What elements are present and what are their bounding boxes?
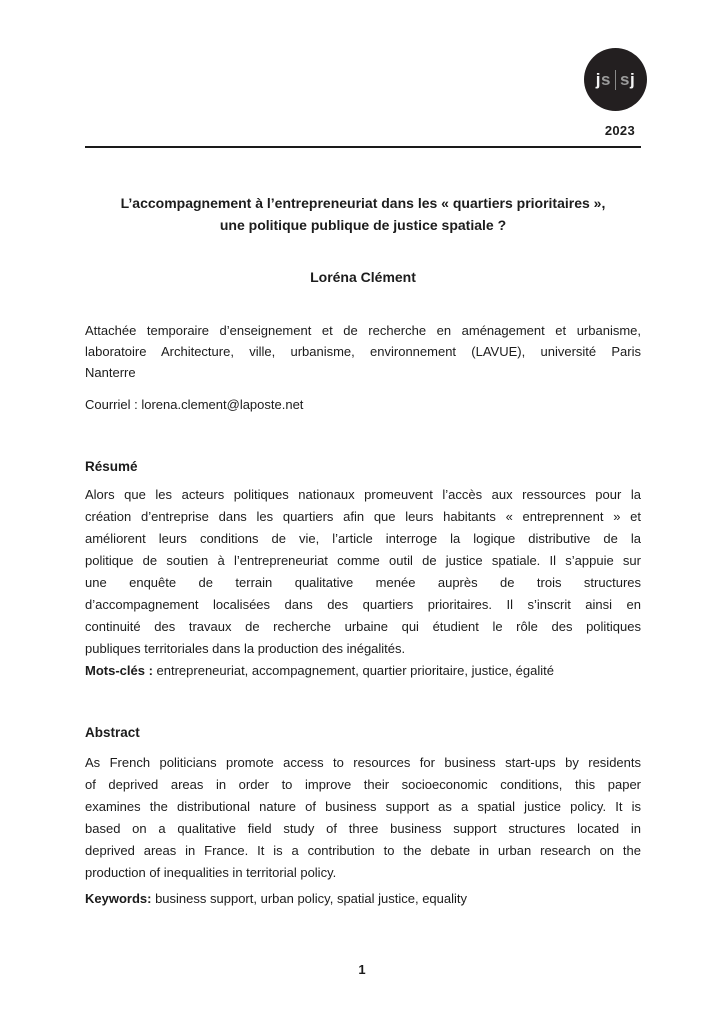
journal-logo [584, 48, 647, 111]
resume-paragraph [85, 484, 641, 660]
header-rule [85, 146, 641, 148]
paragraph-line: publiques territoriales dans la production des inégalités. [85, 641, 406, 656]
publication-year: 2023 [604, 123, 635, 138]
author-affiliation [85, 320, 641, 383]
resume-keywords-list: entrepreneuriat, accompagnement, quartier prioritaire, justice, égalité [152, 663, 554, 678]
author-email: Courriel : lorena.clement@laposte.net [85, 397, 304, 412]
paragraph-line: améliorent leurs conditions de vie, l’article interroge la logique distributive de la [85, 531, 641, 546]
paragraph-line: politique de soutien à l’entrepreneuriat comme outil de justice spatiale. Il s’appuie sur [85, 553, 641, 568]
paragraph-line: d’accompagnement localisées dans des quartiers prioritaires. Il s’inscrit ainsi en [85, 597, 641, 612]
logo-text-right: sj [620, 69, 636, 89]
paragraph-line: production of inequalities in territorial policy. [85, 865, 337, 880]
paragraph-line: Attachée temporaire d’enseignement et de recherche en aménagement et urbanisme, [85, 323, 641, 338]
paragraph-line: Alors que les acteurs politiques nationaux promeuvent l’accès aux ressources pour la [85, 487, 641, 502]
abstract-keywords-label: Keywords: [85, 891, 152, 906]
paper-title-line2: une politique publique de justice spatiale ? [219, 217, 507, 233]
paragraph-line: Nanterre [85, 365, 136, 380]
paragraph-line: création d’entreprise dans les quartiers afin que leurs habitants « entreprennent » et [85, 509, 641, 524]
paragraph-line: of deprived areas in order to improve their socioeconomic conditions, this paper [85, 777, 641, 792]
resume-keywords-label: Mots-clés : [85, 663, 153, 678]
paragraph-line: As French politicians promote access to resources for business start-ups by residents [85, 755, 641, 770]
logo-text-left: js [595, 69, 611, 89]
abstract-keywords [85, 888, 641, 910]
page-number: 1 [358, 962, 366, 977]
abstract-heading: Abstract [85, 725, 140, 740]
logo-divider [615, 70, 616, 90]
paragraph-line: based on a qualitative field study of three business support structures located in [85, 821, 641, 836]
paper-title-line1: L’accompagnement à l’entrepreneuriat dans les « quartiers prioritaires », [120, 195, 606, 211]
abstract-keywords-list: business support, urban policy, spatial justice, equality [151, 891, 468, 906]
abstract-paragraph [85, 752, 641, 884]
author-name: Loréna Clément [310, 269, 416, 285]
paragraph-line: continuité des travaux de recherche urbaine qui étudient le rôle des politiques [85, 619, 641, 634]
paragraph-line: laboratoire Architecture, ville, urbanisme, environnement (LAVUE), université Paris [85, 344, 641, 359]
paper-title [85, 192, 641, 236]
resume-keywords [85, 660, 641, 682]
resume-heading: Résumé [85, 459, 138, 474]
paragraph-line: une enquête de terrain qualitative menée auprès de trois structures [85, 575, 641, 590]
paragraph-line: examines the distributional nature of business support as a spatial justice policy. It is [85, 799, 641, 814]
paragraph-line: deprived areas in France. It is a contribution to the debate in urban research on the [85, 843, 641, 858]
